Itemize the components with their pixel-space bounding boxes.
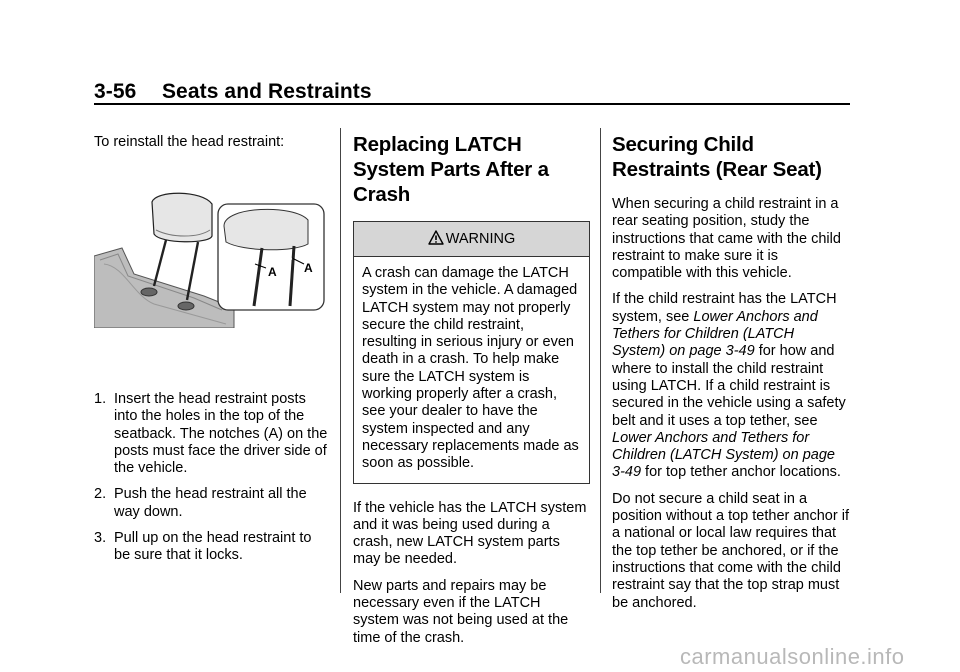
column-2 [353, 132, 590, 656]
step-number: 3. [94, 530, 107, 547]
page-number: 3-56 [94, 80, 137, 103]
text-run: for how and where to install the child restraint using LATCH. If a child restraint is secured in the vehicle using a safety belt and it uses a top tether, see [612, 343, 846, 429]
warning-text: A crash can damage the LATCH system in the vehicle. A damaged LATCH system may not properly secure the child restraint, resulting in serious injury or even death in a crash. To help make sure the LATCH system is working properly after a crash, see your dealer to have the system inspected and any necessary replacements made as soon as possible. [362, 265, 579, 472]
securing-paragraph-3: Do not secure a child seat in a position without a top tether anchor if a national or local law requires that the top tether be anchored, or if the instructions that come with the child restraint say that the top strap must be anchored. [612, 490, 849, 611]
watermark-logo: carmanualsonline.info [680, 644, 905, 669]
step-text: Pull up on the head restraint to be sure that it locks. [114, 530, 312, 564]
step-number: 1. [94, 391, 107, 407]
text-run: for top tether anchor locations. [641, 464, 841, 481]
step-item [94, 391, 331, 477]
step-text: Push the head restraint all the way down. [114, 486, 307, 520]
column-divider-1 [340, 128, 341, 593]
cross-reference-link[interactable]: Lower Anchors and Tethers for Children (LATCH System) on page 3-49 [612, 429, 835, 481]
section-heading-securing: Securing Child Restraints (Rear Seat) [612, 133, 822, 181]
column-1 [94, 134, 331, 160]
intro-text: To reinstall the head restraint: [94, 134, 285, 150]
cross-reference-link[interactable]: Lower Anchors and Tethers for Children (LATCH System) on page 3-49 [612, 308, 818, 360]
warning-box [353, 221, 590, 484]
warning-icon [428, 230, 444, 246]
securing-paragraph-2 [612, 291, 849, 481]
securing-paragraph-1: When securing a child restraint in a rear seating position, study the instructions that came with the child restraint to make sure it is compatible with this vehicle. [612, 196, 841, 282]
warning-header [354, 222, 589, 257]
callout-label-a-left: A [268, 265, 277, 279]
step-item [94, 530, 331, 565]
page-header [94, 80, 372, 104]
latch-paragraph-1: If the vehicle has the LATCH system and it was being used during a crash, new LATCH system parts may be needed. [353, 499, 587, 568]
section-heading-latch: Replacing LATCH System Parts After a Crash [353, 133, 549, 206]
header-rule [94, 103, 850, 105]
text-run: If the child restraint has the LATCH system, see [612, 291, 837, 325]
column-divider-2 [600, 128, 601, 593]
warning-title: WARNING [445, 231, 516, 247]
column-3 [612, 132, 849, 621]
head-restraint-illustration [94, 186, 326, 328]
callout-label-a-right: A [304, 261, 313, 275]
section-title: Seats and Restraints [161, 80, 372, 103]
latch-paragraph-2: New parts and repairs may be necessary even if the LATCH system was not being used at the time of the crash. [353, 577, 569, 646]
instruction-steps [94, 391, 331, 574]
step-item [94, 486, 331, 521]
step-number: 2. [94, 486, 107, 503]
step-text: Insert the head restraint posts into the holes in the top of the seatback. The notches (A) on the posts must face the driver side of the vehicle. [114, 391, 328, 477]
